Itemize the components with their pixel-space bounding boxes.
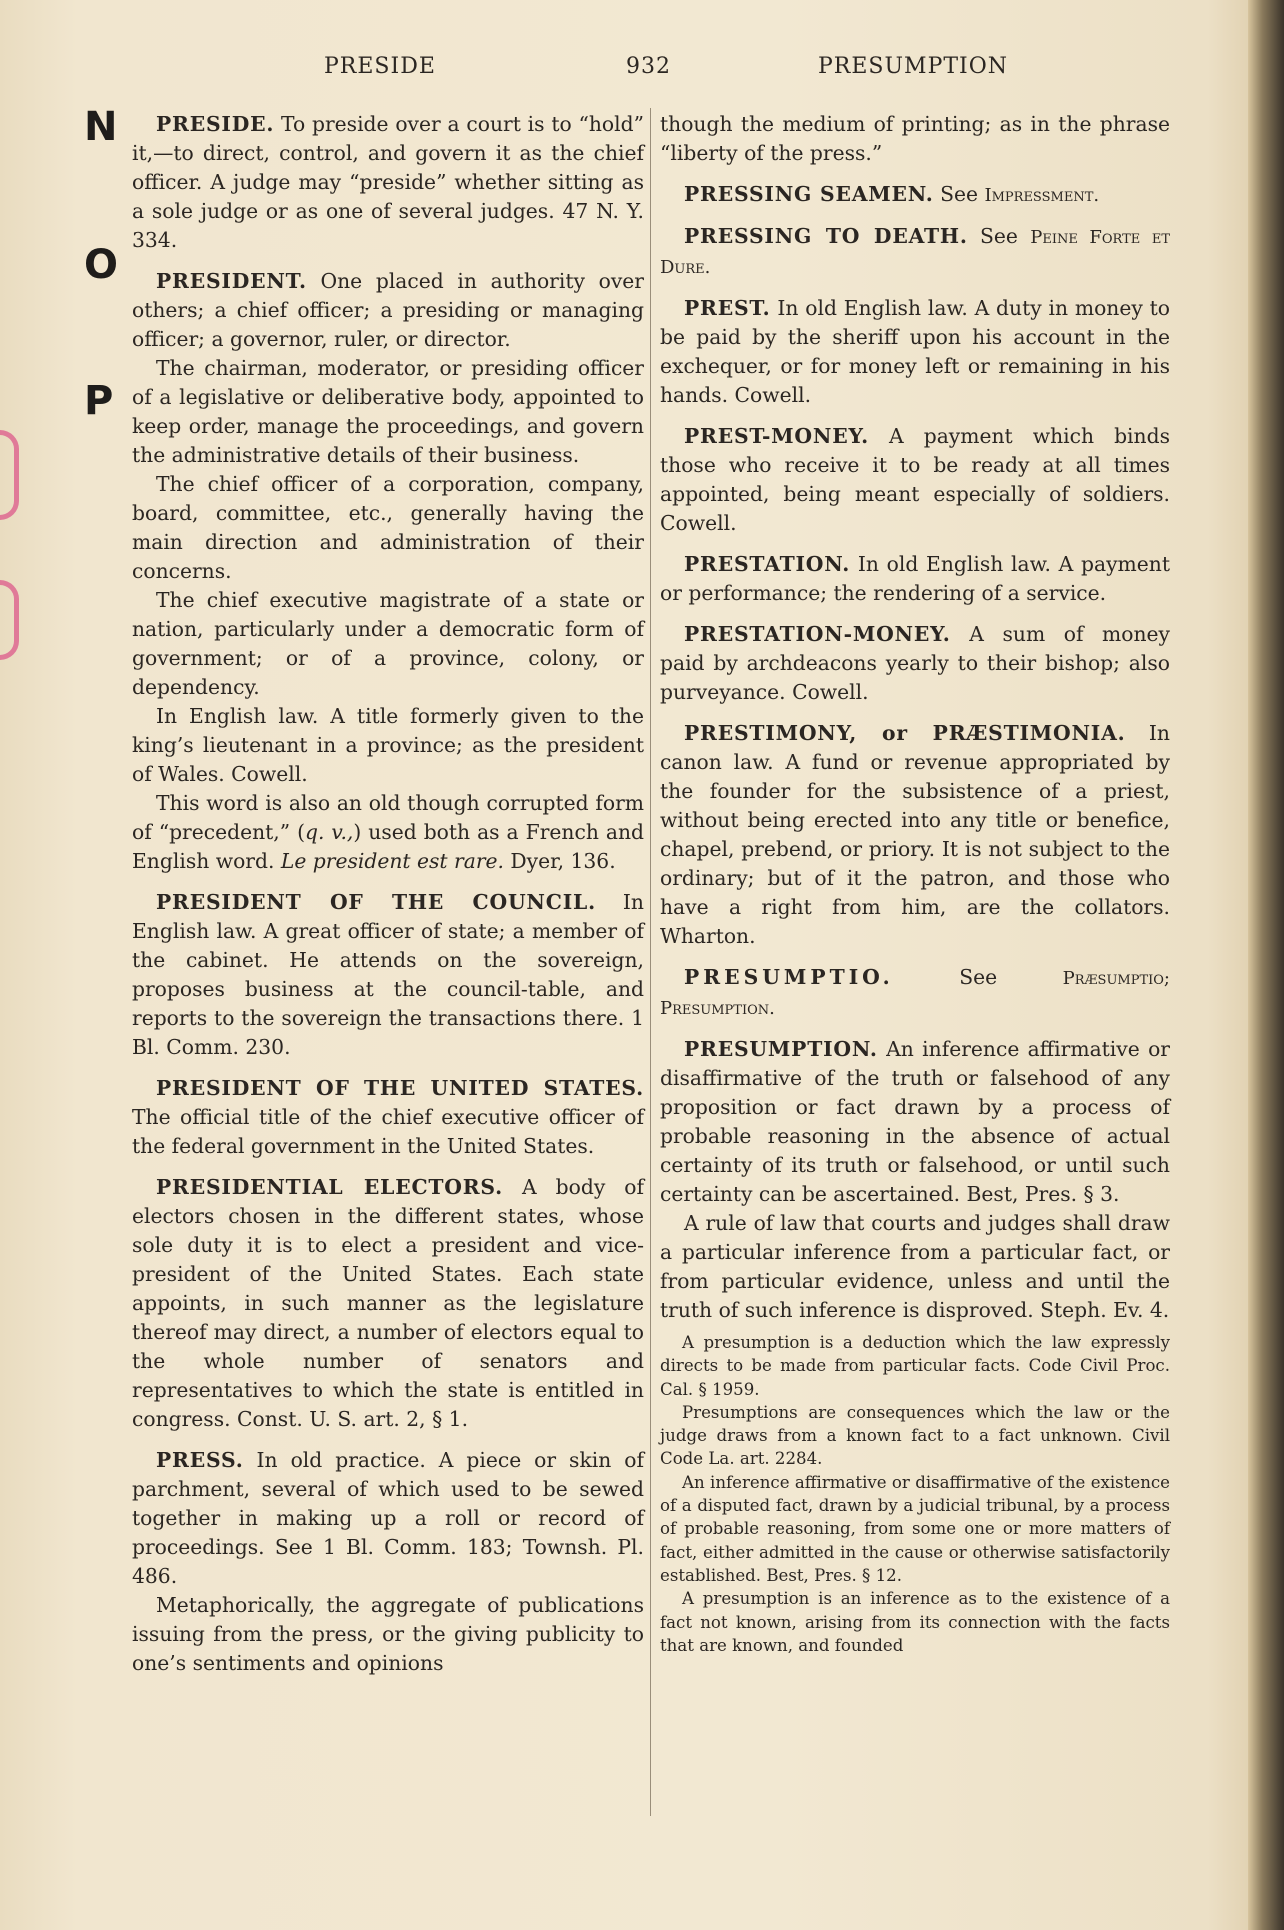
entry-pressing-to-death: [660, 222, 1170, 282]
headword: PRESSING SEAMEN.: [684, 182, 934, 206]
text-run: ) used both as a French and English word.: [132, 820, 644, 873]
citation: Dyer, 136.: [510, 849, 616, 873]
running-header: [300, 54, 1040, 90]
headword: PRESUMPTIO.: [684, 965, 894, 989]
entry-prestation-money: [660, 620, 1170, 707]
see-label: See: [940, 182, 979, 206]
definition-paragraph: Metaphorically, the aggregate of publications issuing from the press, or the giving publicity to one’s sentiments and opinions: [132, 1593, 644, 1675]
see-label: See: [980, 224, 1018, 248]
headword: PRESS.: [156, 1448, 244, 1472]
headword: PRESTATION.: [684, 552, 851, 576]
headword: PRESIDENT OF THE COUNCIL.: [156, 890, 596, 914]
definition: In old English law. A duty in money to be paid by the sheriff upon his account in the exchequer, or for money left or remaining in his hands. Cowell.: [660, 296, 1170, 407]
cross-ref: Peine Forte et Dure.: [660, 227, 1170, 278]
book-spine-shadow: [1248, 0, 1284, 1930]
cross-ref: q. v.,: [305, 820, 354, 844]
entry-presumption: [660, 1035, 1170, 1657]
quotation: An inference affirmative or disaffirmative of the existence of a disputed fact, drawn by a judicial tribunal, by a process of probable reasoning, from some one or more matters of fact, either admitted in the cause or otherwise satisfactorily established. Best, Pres. § 12.: [660, 1472, 1170, 1585]
quotation: A presumption is an inference as to the existence of a fact not known, arising from its connection with the facts that are known, and founded: [660, 1589, 1170, 1655]
page-number: 932: [626, 54, 671, 79]
headword: PRESSING TO DEATH.: [684, 224, 968, 248]
entry-president-of-the-united-states: [132, 1074, 644, 1161]
thumb-index-p: P: [84, 378, 114, 424]
headword: PRESIDENTIAL ELECTORS.: [156, 1175, 503, 1199]
left-column: [132, 110, 644, 1690]
definition: To preside over a court is to “hold” it,—to direct, control, and govern it as the chief officer. A judge may “preside” whether sitting as a sole judge or as one of several judges. 47 N. Y. 334.: [132, 112, 644, 252]
see-label: See: [959, 965, 998, 989]
text-run: This word is also an old though corrupted form of “precedent,” (: [132, 791, 644, 844]
pink-tab-mark: [0, 580, 19, 660]
definition: A body of electors chosen in the different states, whose sole duty it is to elect a president and vice-president of the United States. Each state appoints, in such manner as the legislature thereof may direct, a number of electors equal to the whole number of senators and representatives to which the state is entitled in congress. Const. U. S. art. 2, § 1.: [132, 1175, 645, 1431]
entry-pressing-seamen: [660, 180, 1170, 210]
definition: An inference affirmative or disaffirmative of the truth or falsehood of any proposition or fact drawn by a process of probable reasoning in the absence of actual certainty of its truth or falsehood, or until such certainty can be ascertained. Best, Pres. § 3.: [660, 1037, 1170, 1206]
quotation: A presumption is a deduction which the law expressly directs to be made from particular facts. Code Civil Proc. Cal. § 1959.: [660, 1333, 1170, 1399]
headword: PRESIDE.: [156, 112, 275, 136]
header-left-word: PRESIDE: [324, 54, 436, 79]
definition: A sum of money paid by archdeacons yearly to their bishop; also purveyance. Cowell.: [660, 622, 1170, 704]
definition: One placed in authority over others; a chief officer; a presiding or managing officer; a governor, ruler, or director.: [132, 269, 644, 351]
entry-press: [132, 1446, 644, 1678]
entry-president-of-the-council: [132, 888, 644, 1062]
thumb-index-o: O: [84, 242, 119, 288]
headword: PRESIDENT.: [156, 269, 307, 293]
pink-tab-mark: [0, 430, 19, 520]
headword: PREST-MONEY.: [684, 424, 869, 448]
headword: PRESIDENT OF THE UNITED STATES.: [156, 1076, 644, 1100]
cross-ref: Impressment.: [984, 185, 1100, 206]
entry-prestimony: [660, 719, 1170, 951]
small-print-quotations: [660, 1331, 1170, 1657]
entry-president: [132, 267, 644, 876]
headword: PRESUMPTION.: [684, 1037, 878, 1061]
definition-paragraph: A rule of law that courts and judges shall draw a particular inference from a particular fact, or from particular evidence, unless and until the truth of such inference is disproved. Steph. Ev. 4.: [660, 1211, 1170, 1322]
column-divider: [650, 108, 651, 1816]
definition-paragraph: though the medium of printing; as in the phrase “liberty of the press.”: [660, 112, 1170, 165]
entry-preside: [132, 110, 644, 255]
definition: In canon law. A fund or revenue appropriated by the founder for the subsistence of a priest, without being erected into any title or benefice, chapel, prebend, or priory. It is not subject to the ordinary; but of it the patron, and those who have a right from him, are the collators. Wharton.: [660, 721, 1170, 948]
headword: PREST.: [684, 296, 771, 320]
definition-paragraph: In English law. A title formerly given to the king’s lieutenant in a province; as the president of Wales. Cowell.: [132, 704, 644, 786]
cross-ref: Præsumptio; Presumption.: [660, 968, 1170, 1019]
headword: PRESTATION-MONEY.: [684, 622, 951, 646]
definition-paragraph: [132, 789, 644, 876]
entry-press-continued: [660, 110, 1170, 168]
thumb-index-n: N: [84, 104, 118, 150]
entry-prest: [660, 294, 1170, 410]
definition: In old English law. A payment or performance; the rendering of a service.: [660, 552, 1170, 605]
right-column: [660, 110, 1170, 1669]
entry-prestation: [660, 550, 1170, 608]
definition: In English law. A great officer of state; a member of the cabinet. He attends on the sovereign, proposes business at the council-table, and reports to the sovereign the transactions there. 1 Bl. Comm. 230.: [132, 890, 644, 1059]
definition: The official title of the chief executive officer of the federal government in the United States.: [132, 1105, 644, 1158]
header-right-word: PRESUMPTION: [818, 54, 1009, 79]
headword: PRESTIMONY, or PRÆSTIMONIA.: [684, 721, 1126, 745]
entry-presumptio: [660, 963, 1170, 1023]
definition-paragraph: The chairman, moderator, or presiding officer of a legislative or deliberative body, appointed to keep order, manage the proceedings, and govern the administrative details of their business.: [132, 356, 644, 467]
entry-presidential-electors: [132, 1173, 644, 1434]
latin-phrase: Le president est rare.: [280, 849, 504, 873]
definition: In old practice. A piece or skin of parchment, several of which used to be sewed together in making up a roll or record of proceedings. See 1 Bl. Comm. 183; Townsh. Pl. 486.: [132, 1448, 644, 1588]
definition-paragraph: The chief officer of a corporation, company, board, committee, etc., generally having the main direction and administration of their concerns.: [132, 472, 644, 583]
definition: A payment which binds those who receive it to be ready at all times appointed, being meant especially of soldiers. Cowell.: [660, 424, 1170, 535]
definition-paragraph: The chief executive magistrate of a state or nation, particularly under a democratic form of government; or of a province, colony, or dependency.: [132, 588, 644, 699]
quotation: Presumptions are consequences which the law or the judge draws from a known fact to a fact unknown. Civil Code La. art. 2284.: [660, 1402, 1170, 1469]
entry-prest-money: [660, 422, 1170, 538]
